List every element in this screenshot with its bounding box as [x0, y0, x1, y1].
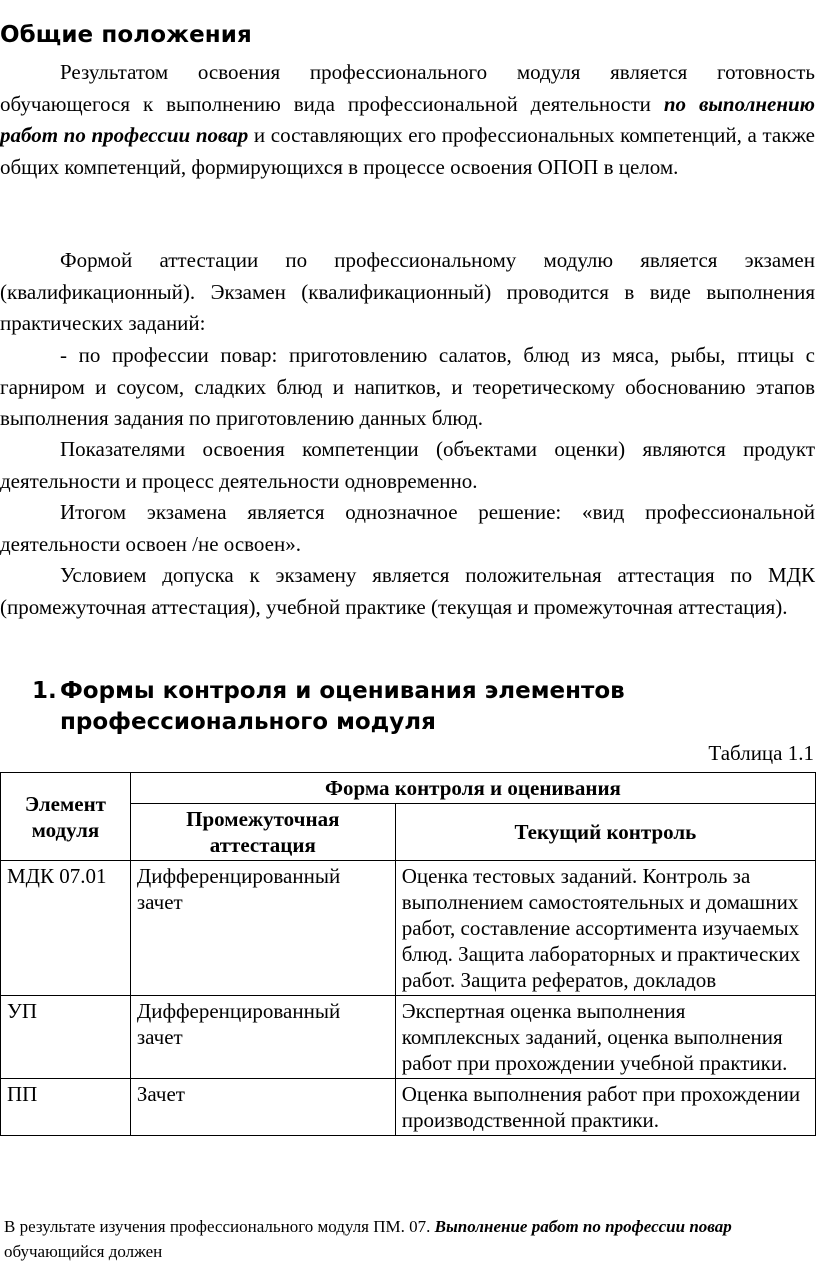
- cell-interim: Дифференцированный зачет: [130, 996, 395, 1079]
- cell-current: Оценка выполнения работ при прохождении производственной практики.: [395, 1079, 815, 1136]
- table-header-row: [1, 773, 816, 804]
- cell-current: Экспертная оценка выполнения комплексных заданий, оценка выполнения работ при прохождении учебной практики.: [395, 996, 815, 1079]
- paragraph-text: Показателями освоения компетенции (объектами оценки) являются продукт деятельности и процесс деятельности одновременно.: [0, 437, 815, 493]
- table-row: [1, 996, 816, 1079]
- paragraph-indicators: [0, 434, 815, 497]
- footer-paragraph: [4, 1214, 814, 1264]
- paragraph-cook-tasks: [0, 340, 815, 435]
- paragraph-exam-result: [0, 497, 815, 560]
- numbered-heading: [32, 676, 732, 738]
- footer-text: В результате изучения профессионального модуля ПМ. 07.: [4, 1217, 435, 1236]
- header-current: Текущий контроль: [395, 804, 815, 861]
- header-form: Форма контроля и оценивания: [130, 773, 815, 804]
- paragraph-result: [0, 57, 815, 183]
- paragraph-text: Итогом экзамена является однозначное решение: «вид профессиональной деятельности освоен /не освоен».: [0, 500, 815, 556]
- footer-text: обучающийся должен: [4, 1242, 163, 1261]
- table-row: [1, 1079, 816, 1136]
- cell-element: ПП: [1, 1079, 131, 1136]
- cell-element: УП: [1, 996, 131, 1079]
- cell-element: МДК 07.01: [1, 861, 131, 996]
- cell-current: Оценка тестовых заданий. Контроль за выполнением самостоятельных и домашних работ, составление ассортимента изучаемых блюд. Защита лабораторных и практических работ. Защита рефератов, докладов: [395, 861, 815, 996]
- paragraph-admission: [0, 560, 815, 623]
- cell-interim: Зачет: [130, 1079, 395, 1136]
- section-title: Общие положения: [0, 22, 252, 48]
- table-caption: Таблица 1.1: [708, 741, 814, 765]
- paragraph-attestation-form: [0, 245, 815, 340]
- paragraph-text: и составляющих его профессиональных компетенций, а также общих компетенций, формирующихся в процессе освоения ОПОП в целом.: [0, 123, 816, 179]
- heading-line: профессионального модуля: [60, 709, 436, 735]
- heading-line: Формы контроля и оценивания элементов: [60, 678, 625, 704]
- table-row: [1, 861, 816, 996]
- heading-number: 1.: [32, 678, 57, 704]
- paragraph-text: Формой аттестации по профессиональному модулю является экзамен (квалификационный). Экзамен (квалификационный) проводится в виде выполнения практических заданий:: [0, 248, 815, 335]
- paragraph-text: - по профессии повар: приготовлению салатов, блюд из мяса, рыбы, птицы с гарниром и соусом, сладких блюд и напитков, и теоретическому обоснованию этапов выполнения задания по приготовлению данных блюд.: [0, 343, 815, 430]
- footer-emphasis: Выполнение работ по профессии повар: [434, 1217, 732, 1236]
- paragraph-text: Результатом освоения профессионального модуля является готовность обучающегося к выполнению вида профессиональной деятельности: [0, 60, 815, 116]
- emphasis-text: по выполнению работ по профессии повар: [0, 91, 816, 147]
- cell-interim: Дифференцированный зачет: [130, 861, 395, 996]
- control-forms-table: [0, 772, 816, 1136]
- header-interim: Промежуточная аттестация: [130, 804, 395, 861]
- paragraph-text: Условием допуска к экзамену является положительная аттестация по МДК (промежуточная аттестация), учебной практике (текущая и промежуточная аттестация).: [0, 563, 815, 619]
- header-element: Элемент модуля: [1, 773, 131, 861]
